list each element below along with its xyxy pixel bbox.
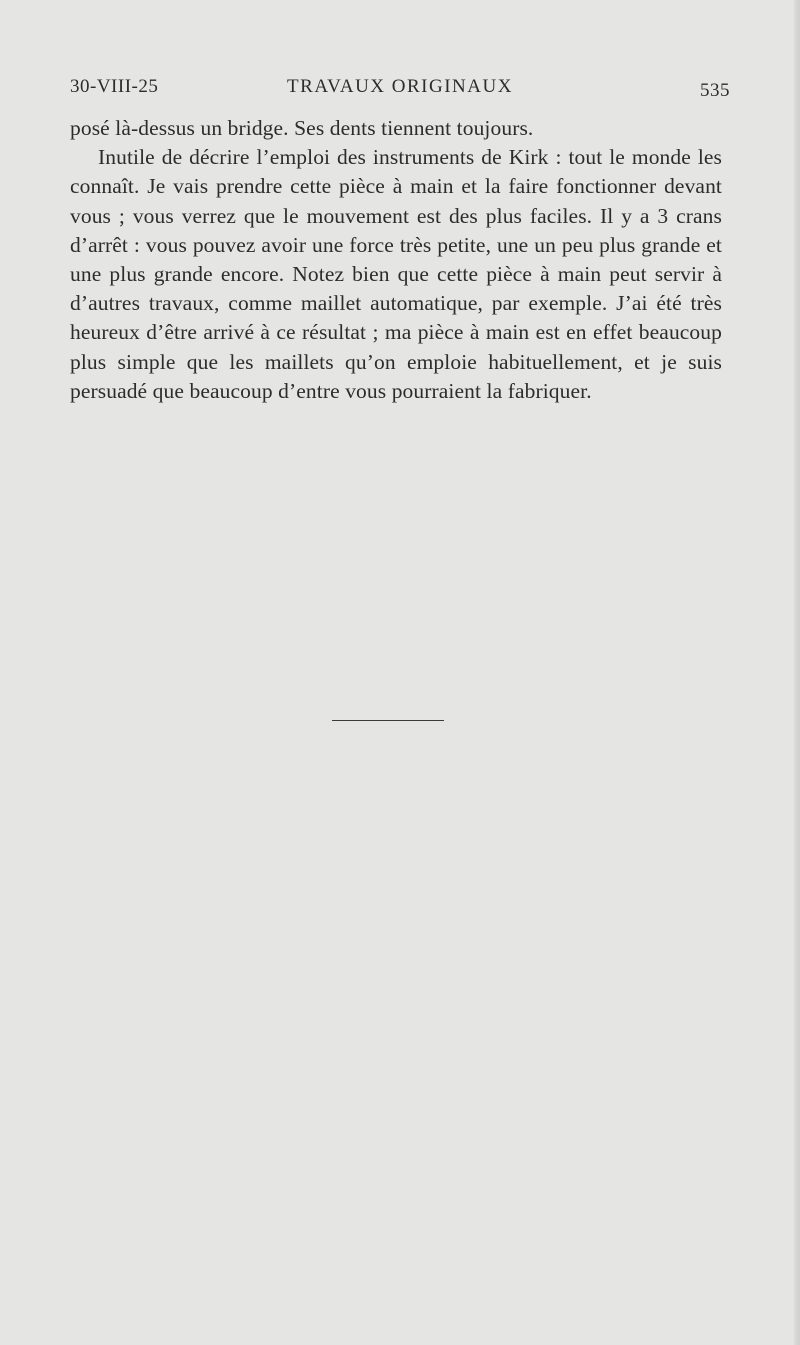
header-title: TRAVAUX ORIGINAUX: [287, 76, 513, 97]
header-date: 30-VIII-25: [70, 76, 159, 97]
section-separator: [332, 720, 444, 721]
paragraph-kirk-instruments: Inutile de décrire l’emploi des instruments de Kirk : tout le monde les connaît. Je vais prendre cette pièce à main et la faire fonctionner devant vous ; vous verrez que le mouvement est des plus faciles. Il y a 3 crans d’arrêt : vous pouvez avoir une force très petite, une un peu plus grande et une plus grande encore. Notez bien que cette pièce à main peut servir à d’autres travaux, comme maillet automatique, par exemple. J’ai été très heureux d’être arrivé à ce résultat ; ma pièce à main est en effet beaucoup plus simple que les maillets qu’on emploie habituellement, et je suis persuadé que beaucoup d’entre vous pourraient la fabriquer.: [70, 145, 722, 403]
body-text: [70, 114, 722, 406]
paragraph-continuation: posé là-dessus un bridge. Ses dents tiennent toujours.: [70, 116, 534, 140]
page-edge: [794, 0, 800, 1345]
running-header: [70, 76, 730, 106]
page-number: 535: [700, 80, 730, 101]
